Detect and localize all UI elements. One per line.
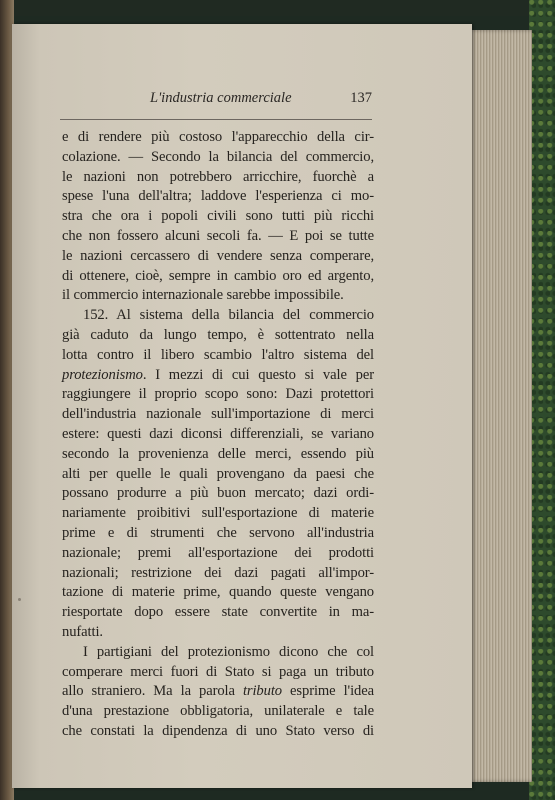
text-line: riesportate dopo essere state convertite in ma- xyxy=(62,604,374,621)
text-fragment: allo straniero. Ma la parola xyxy=(62,683,243,700)
emphasis-protezionismo: protezionismo xyxy=(62,366,143,383)
text-line: di ottenere, cioè, sempre in cambio oro ed argento, xyxy=(62,267,374,284)
text-line: alti per quelle le quali provengano da paesi che xyxy=(62,465,374,482)
emphasis-tributo: tributo xyxy=(242,683,282,700)
text-fragment: esprime l'idea xyxy=(281,683,374,700)
book-cover-top xyxy=(0,0,555,16)
text-line: secondo la provenienza delle merci, essendo più xyxy=(62,445,374,462)
text-line: che constati la dipendenza di uno Stato verso di xyxy=(62,722,374,739)
text-line: nariamente proibitivi sull'esportazione di materie xyxy=(62,505,374,522)
text-line-composite xyxy=(62,366,374,386)
text-fragment: . I mezzi di cui questo si vale per xyxy=(142,366,374,383)
text-line: colazione. — Secondo la bilancia del commercio, xyxy=(62,148,374,165)
text-line-composite xyxy=(62,682,374,702)
text-line: che non fossero alcuni secoli fa. — E poi se tutte xyxy=(62,227,374,244)
text-line: dell'industria nazionale sull'importazione di merci xyxy=(62,406,374,423)
text-line: spese l'una dell'altra; laddove l'esperienza ci mo- xyxy=(62,188,374,205)
text-line: comperare merci fuori di Stato si paga un tributo xyxy=(62,663,374,680)
marbled-cover-edge xyxy=(529,0,555,800)
text-line: possano produrre a più buon mercato; dazi ordi- xyxy=(62,485,374,502)
text-line: raggiungere il proprio scopo sono: Dazi protettori xyxy=(62,386,374,403)
header-rule xyxy=(60,119,372,120)
text-line: prime e di strumenti che servono all'industria xyxy=(62,524,374,541)
text-line: il commercio internazionale sarebbe impossibile. xyxy=(62,287,344,304)
running-header xyxy=(50,90,372,112)
page-number: 137 xyxy=(350,90,372,106)
body-text xyxy=(62,128,374,742)
text-line: tazione di materie prime, quando queste vengano xyxy=(62,584,374,601)
text-line: nazionale; premi all'esportazione dei prodotti xyxy=(62,544,374,561)
text-line: le nazioni cercassero di vendere senza comperare, xyxy=(62,247,374,264)
text-line: nufatti. xyxy=(62,623,103,640)
paragraph-152-start: 152. Al sistema della bilancia del commercio xyxy=(83,307,374,324)
text-line: d'una prestazione obbligatoria, unilaterale e tale xyxy=(62,703,374,720)
text-line: e di rendere più costoso l'apparecchio della cir- xyxy=(62,129,374,145)
paragraph-start: I partigiani del protezionismo dicono che col xyxy=(83,643,374,660)
text-line: le nazioni non potrebbero arricchire, fuorchè a xyxy=(62,168,374,185)
text-line: estere: questi dazi diconsi differenziali, se variano xyxy=(62,425,374,442)
text-line: lotta contro il libero scambio l'altro sistema del xyxy=(62,346,374,363)
running-title: L'industria commerciale xyxy=(150,90,292,106)
text-line: già caduto da lungo tempo, è sottentrato nella xyxy=(62,326,374,343)
page-edges xyxy=(470,30,532,782)
page-speck xyxy=(18,598,21,601)
text-line: stra che ora i popoli civili sono tutti più ricchi xyxy=(62,208,374,225)
text-line: nazionali; restrizione dei dazi pagati all'impor- xyxy=(62,564,374,581)
